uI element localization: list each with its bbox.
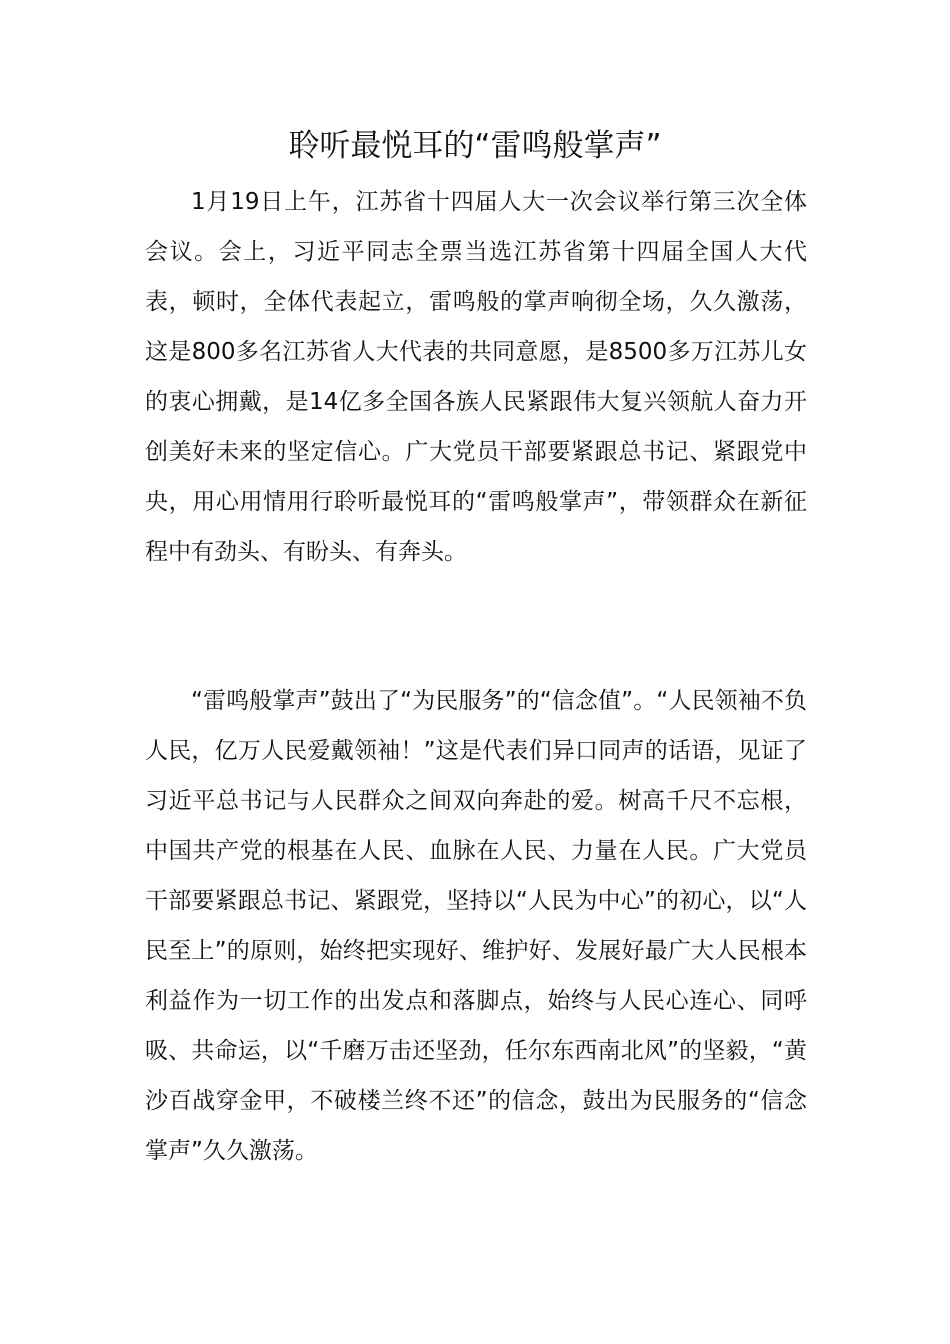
body-paragraph: 1月19日上午，江苏省十四届人大一次会议举行第三次全体会议。会上，习近平同志全票当选江苏省第十四届全国人大代表，顿时，全体代表起立，雷鸣般的掌声响彻全场，久久激荡，这是800多名江苏省人大代表的共同意愿，是8500多万江苏儿女的衷心拥戴，是14亿多全国各族人民紧跟伟大复兴领航人奋力开创美好未来的坚定信心。广大党员干部要紧跟总书记、紧跟党中央，用心用情用行聆听最悦耳的“雷鸣般掌声”，带领群众在新征程中有劲头、有盼头、有奔头。 — [145, 189, 807, 565]
body-paragraph: “雷鸣般掌声”鼓出了“为民服务”的“信念值”。“人民领袖不负人民，亿万人民爱戴领袖！”这是代表们异口同声的话语，见证了习近平总书记与人民群众之间双向奔赴的爱。树高千尺不忘根，中国共产党的根基在人民、血脉在人民、力量在人民。广大党员干部要紧跟总书记、紧跟党，坚持以“人民为中心”的初心，以“人民至上”的原则，始终把实现好、维护好、发展好最广大人民根本利益作为一切工作的出发点和落脚点，始终与人民心连心、同呼吸、共命运，以“千磨万击还坚劲，任尔东西南北风”的坚毅，“黄沙百战穿金甲，不破楼兰终不还”的信念，鼓出为民服务的“信念掌声”久久激荡。 — [145, 688, 807, 1164]
page-title: 聆听最悦耳的“雷鸣般掌声” — [288, 128, 662, 164]
